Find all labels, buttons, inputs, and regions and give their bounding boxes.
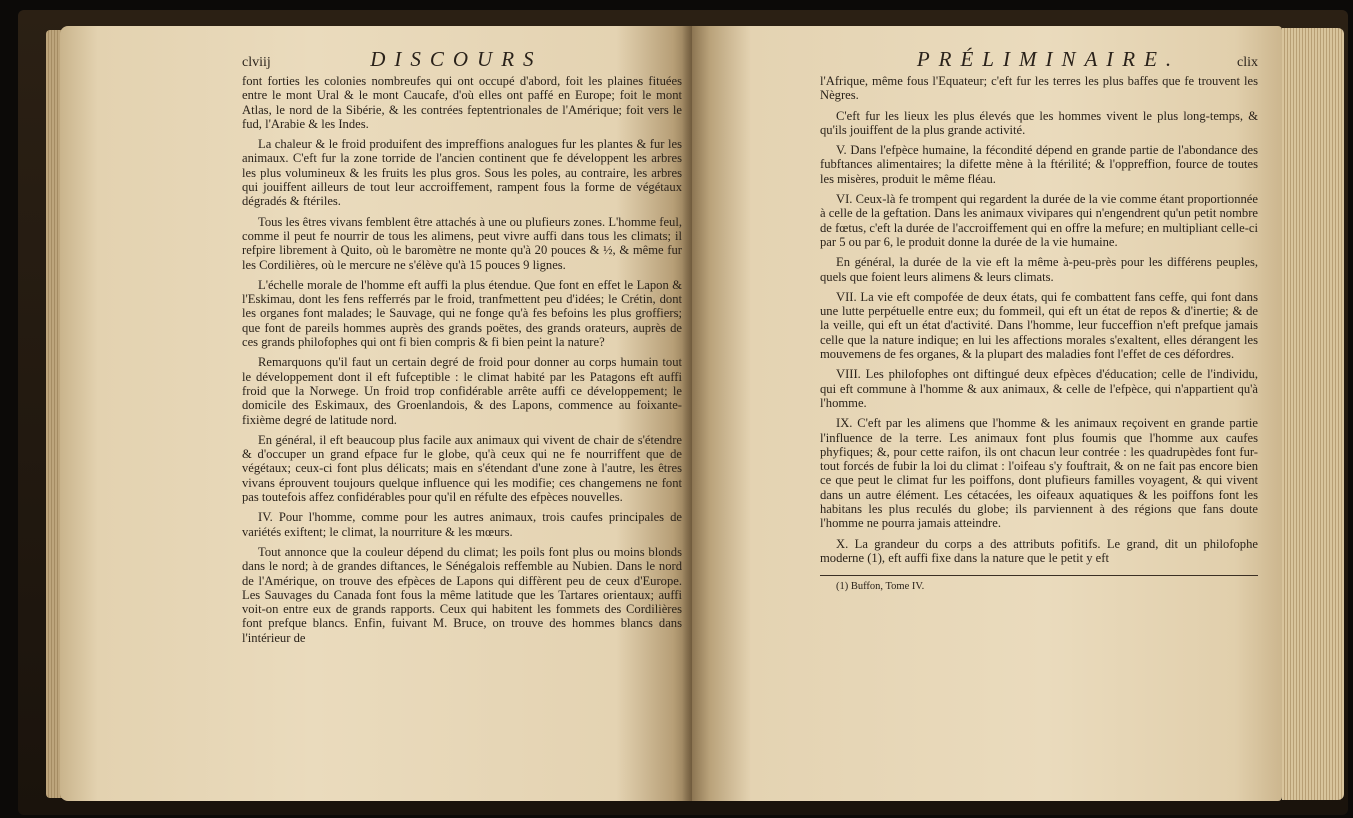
paragraph: VI. Ceux-là fe trompent qui regardent la durée de la vie comme étant proportionnée à celle de la geftation. Dans les animaux vivipares qui n'engendrent qu'un petit nombre de fœtus, c'eft la durée de l'accroiffement qui en offre la mefure; en multipliant celle-ci par 5 ou par 6, le produit donne la durée de la vie humaine. bbox=[820, 192, 1258, 249]
left-running-title: DISCOURS bbox=[370, 47, 543, 71]
open-book bbox=[18, 10, 1348, 815]
paragraph: IV. Pour l'homme, comme pour les autres animaux, trois caufes principales de variétés exiftent; le climat, la nourriture & les mœurs. bbox=[242, 510, 682, 539]
paragraph: VII. La vie eft compofée de deux états, qui fe combattent fans ceffe, qui font dans une lutte perpétuelle entre eux; du fommeil, qui eft un état de repos & d'inertie; & de la veille, qui eft un état d'activité. Dans l'homme, leur fucceffion n'eft prefque jamais celle que la nature indique; en lui les affections morales s'exaltent, elles dérangent les mouvemens de fes organes, & la plupart des maladies font l'effet de ces défordres. bbox=[820, 289, 1258, 362]
paragraph: L'échelle morale de l'homme eft auffi la plus étendue. Que font en effet le Lapon & l'Eskimau, dont les fens refferrés par le froid, tranfmettent peu d'idées; le Crétin, dont les organes font malades; le Sauvage, qui ne fonge qu'à fes befoins les plus groffiers; que font de pareils hommes auprès des grands poëtes, des grands orateurs, auprès de ces grands philofophes qui ont fi bien compris & fi bien peint la nature? bbox=[242, 277, 682, 350]
left-page-content bbox=[242, 47, 682, 651]
paragraph: VIII. Les philofophes ont diftingué deux efpèces d'éducation; celle de l'individu, qui eft commune à l'homme & aux animaux, & celle de l'efpèce, qui n'appartient qu'à l'homme. bbox=[820, 367, 1258, 410]
paragraph: font forties les colonies nombreufes qui ont occupé d'abord, foit les plaines fituées entre le mont Ural & le mont Caucafe, d'où elles ont paffé en Europe; foit le mont Atlas, le nord de la Sibérie, & les contrées feptentrionales de l'Amérique; foit vers le fud, l'Arabie & les Indes. bbox=[242, 74, 682, 131]
paragraph: La chaleur & le froid produifent des impreffions analogues fur les plantes & fur les animaux. C'eft fur la zone torride de l'ancien continent que fe développent les arbres les plus volumineux & les fruits les plus gros. Sous les poles, au contraire, les arbres qui jouiffent ailleurs de tout leur accroiffement, rampent fous la forme de végétaux dégradés & ftériles. bbox=[242, 137, 682, 209]
paragraph: En général, la durée de la vie eft la même à-peu-près pour les différens peuples, quels que foient leurs alimens & leurs climats. bbox=[820, 255, 1258, 284]
left-page bbox=[60, 26, 692, 801]
paragraph: En général, il eft beaucoup plus facile aux animaux qui vivent de chair de s'étendre & d'occuper un grand efpace fur le globe, qu'à ceux qui ne fe nourriffent que de végétaux; ceux-ci font plus délicats; mais en s'étendant d'une zone à l'autre, les êtres vivans éprouvent toujours quelque influence qui les modifie; ces changemens ne font pas toutefois affez confidérables pour qu'il en réfulte des efpèces nouvelles. bbox=[242, 432, 682, 505]
right-page-number: clix bbox=[1237, 55, 1258, 70]
right-page-content bbox=[820, 47, 1258, 595]
left-running-header bbox=[242, 47, 682, 74]
paragraph: Tout annonce que la couleur dépend du climat; les poils font plus ou moins blonds dans le nord; à de grandes diftances, le Sénégalois reffemble au Nubien. Dans le nord de l'Amérique, on trouve des efpèces de Lapons qui diffèrent peu de ceux d'Europe. Les Sauvages du Canada font fous la même latitude que les Tartares orientaux; auffi voit-on entre eux de grands rapports. Ceux qui habitent les fommets des Cordilières font prefque blancs. Enfin, fuivant M. Bruce, on trouve des hommes blancs dans l'intérieur de bbox=[242, 544, 682, 645]
paragraph: C'eft fur les lieux les plus élevés que les hommes vivent le plus long-temps, & qu'ils jouiffent de la plus grande activité. bbox=[820, 108, 1258, 137]
right-running-title: PRÉLIMINAIRE. bbox=[916, 47, 1181, 71]
paragraph: Tous les êtres vivans femblent être attachés à une ou plufieurs zones. L'homme feul, comme il peut fe nourrir de tous les alimens, peut vivre auffi dans tous les climats; il refpire librement à Quito, où le baromètre ne monte qu'à 20 pouces & ½, & même fur les Cordilières, où le mercure ne s'élève qu'à 15 pouces 9 lignes. bbox=[242, 214, 682, 272]
right-running-header bbox=[820, 47, 1258, 74]
paragraph: Remarquons qu'il faut un certain degré de froid pour donner au corps humain tout le développement dont il eft fufceptible : le climat habité par les Patagons eft auffi froid que la Norwege. Un froid trop confidérable arrête auffi ce développement; le domicile des Eskimaux, des Groenlandois, & des Lapons, commence au foixante-fixième degré de latitude nord. bbox=[242, 355, 682, 427]
right-page bbox=[692, 26, 1282, 801]
footnote: (1) Buffon, Tome IV. bbox=[836, 581, 925, 593]
paragraph: X. La grandeur du corps a des attributs pofitifs. Le grand, dit un philofophe moderne (1), eft auffi fixe dans la nature que le petit y eft bbox=[820, 536, 1258, 565]
paragraph: IX. C'eft par les alimens que l'homme & les animaux reçoivent en grande partie l'influence de la terre. Les animaux font plus foumis que l'homme aux caufes phyfiques; &, pour cette raifon, ils ont chacun leur contrée : les quadrupèdes font fur-tout forcés de fubir la loi du climat : l'oifeau s'y fouftrait, & on ne fait pas encore bien ce que peut le climat fur les poiffons, dont plufieurs familles voyagent, & qui vivent dans un autre élément. Les cétacées, les oifeaux aquatiques & les poiffons font les habitans les plus reculés du globe; ils parviennent à des régions que fans doute l'homme ne pourra jamais atteindre. bbox=[820, 416, 1258, 531]
left-page-number: clviij bbox=[242, 55, 271, 70]
footnote-rule bbox=[820, 575, 1258, 576]
paragraph: V. Dans l'efpèce humaine, la fécondité dépend en grande partie de l'abondance des fubftances alimentaires; la difette mène à la ftérilité; & l'oppreffion, fource de toutes les misères, produit le même fléau. bbox=[820, 143, 1258, 186]
paragraph: l'Afrique, même fous l'Equateur; c'eft fur les terres les plus baffes que fe trouvent les Nègres. bbox=[820, 74, 1258, 103]
page-edges-right bbox=[1282, 28, 1344, 800]
